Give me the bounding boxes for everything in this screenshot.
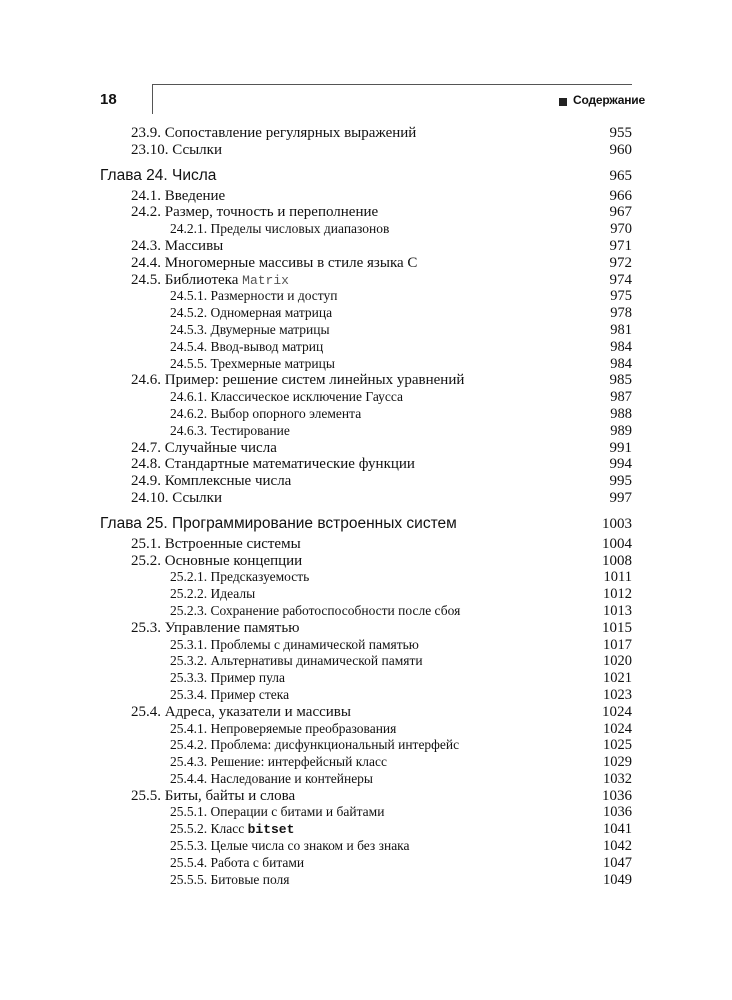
toc-entry[interactable] xyxy=(0,670,732,687)
toc-entry-title xyxy=(170,406,361,423)
toc-entry[interactable] xyxy=(0,305,732,322)
toc-entry-title xyxy=(170,653,423,670)
toc-entry[interactable] xyxy=(0,142,732,159)
toc-entry-title xyxy=(131,553,302,570)
toc-entry-title xyxy=(170,855,304,872)
toc-entry[interactable] xyxy=(0,653,732,670)
toc-entry-title xyxy=(170,754,387,771)
toc-entry-title xyxy=(170,305,332,322)
toc-entry-title xyxy=(131,456,415,473)
toc-entry-code: bitset xyxy=(247,822,295,838)
toc-entry-title-text: 25.4.4. Наследование и контейнеры xyxy=(170,770,374,786)
toc-entry-title xyxy=(170,771,373,788)
toc-entry-title xyxy=(131,272,289,290)
toc-entry[interactable] xyxy=(0,553,732,570)
toc-entry[interactable] xyxy=(0,288,732,305)
toc-entry-title-text: 24.6. Пример: решение систем линейных уравнений xyxy=(131,372,465,389)
toc-entry-page: 1020 xyxy=(603,653,632,670)
toc-entry-page: 966 xyxy=(609,187,632,204)
toc-entry-page: 995 xyxy=(609,473,632,490)
toc-entry-title-text: 24.6.1. Классическое исключение Гаусса xyxy=(170,389,404,405)
toc-entry-page: 974 xyxy=(609,271,632,288)
toc-entry-title xyxy=(170,423,290,440)
toc-entry-title-text: 25.3.4. Пример стека xyxy=(170,686,290,702)
toc-entry-page: 987 xyxy=(610,389,632,406)
toc-entry-title xyxy=(170,221,389,238)
toc-entry-title-text: Глава 25. Программирование встроенных систем xyxy=(100,514,457,532)
toc-entry-title xyxy=(170,322,330,339)
toc-entry-title-text: 25.5.3. Целые числа со знаком и без знака xyxy=(170,838,410,854)
toc-entry-page: 1021 xyxy=(603,670,632,687)
toc-entry-title xyxy=(100,164,216,188)
toc-entry[interactable] xyxy=(0,490,732,507)
toc-entry[interactable] xyxy=(0,704,732,721)
toc-entry-title xyxy=(170,804,384,821)
toc-entry-title-text: 25.3.3. Пример пула xyxy=(170,670,285,686)
toc-entry-page: 1029 xyxy=(603,754,632,771)
toc-entry[interactable] xyxy=(0,603,732,620)
toc-entry[interactable] xyxy=(0,322,732,339)
toc-entry[interactable] xyxy=(0,536,732,553)
toc-entry-title xyxy=(170,569,309,586)
toc-entry-page: 971 xyxy=(609,237,632,254)
toc-entry[interactable] xyxy=(0,737,732,754)
toc-entry-title-text: 23.10. Ссылки xyxy=(131,141,222,158)
toc-entry-page: 1013 xyxy=(603,602,632,619)
toc-entry-title-text: 24.5.2. Одномерная матрица xyxy=(170,305,333,321)
toc-entry-title-text: 24.5. Библиотека xyxy=(131,271,243,288)
page-number: 18 xyxy=(100,91,117,108)
toc-entry-title xyxy=(170,339,323,356)
toc-entry[interactable] xyxy=(0,389,732,406)
toc-entry[interactable] xyxy=(0,788,732,805)
toc-entry-title xyxy=(170,586,255,603)
toc-entry-page: 1023 xyxy=(603,686,632,703)
toc-entry-title xyxy=(170,687,289,704)
toc-entry-page: 1004 xyxy=(602,535,632,552)
toc-entry-title-text: 24.2.1. Пределы числовых диапазонов xyxy=(170,221,390,237)
toc-entry-title xyxy=(170,637,419,654)
toc-entry-title-text: 25.3.2. Альтернативы динамической памяти xyxy=(170,653,423,669)
page-header xyxy=(0,0,732,120)
toc-entry[interactable] xyxy=(0,204,732,221)
toc-entry[interactable] xyxy=(0,456,732,473)
toc-entry[interactable] xyxy=(0,637,732,654)
toc-entry-page: 1049 xyxy=(603,871,632,888)
header-horizontal-rule xyxy=(152,84,632,85)
toc-entry-page: 1011 xyxy=(603,569,632,586)
toc-entry-page: 972 xyxy=(609,254,632,271)
toc-entry-title-text: 24.5.1. Размерности и доступ xyxy=(170,288,338,304)
toc-entry[interactable] xyxy=(0,188,732,205)
toc-entry[interactable] xyxy=(0,586,732,603)
toc-entry-page: 1003 xyxy=(602,515,632,532)
toc-entry[interactable] xyxy=(0,221,732,238)
toc-entry-page: 960 xyxy=(609,141,632,158)
toc-entry-page: 1025 xyxy=(603,737,632,754)
toc-entry-title-text: 25.4.2. Проблема: дисфункциональный интерфейс xyxy=(170,737,460,753)
toc-entry[interactable] xyxy=(0,569,732,586)
toc-entry-page: 991 xyxy=(609,439,632,456)
toc-entry-title-text: Глава 24. Числа xyxy=(100,166,217,184)
toc-entry-page: 1047 xyxy=(603,854,632,871)
toc-entry-page: 1024 xyxy=(603,720,632,737)
toc-entry[interactable] xyxy=(0,406,732,423)
toc-chapter[interactable] xyxy=(0,512,732,536)
toc-entry-title-text: 24.8. Стандартные математические функции xyxy=(131,456,415,473)
toc-entry-page: 1012 xyxy=(603,586,632,603)
toc-entry-page: 1042 xyxy=(603,838,632,855)
toc-entry[interactable] xyxy=(0,125,732,142)
toc-entry[interactable] xyxy=(0,838,732,855)
toc-entry-title xyxy=(131,788,295,805)
toc-entry-title xyxy=(170,603,460,620)
toc-entry-title xyxy=(170,356,335,373)
toc-entry-title xyxy=(131,440,277,457)
toc-entry-title-text: 24.2. Размер, точность и переполнение xyxy=(131,204,379,221)
toc-entry[interactable] xyxy=(0,473,732,490)
toc-entry-page: 984 xyxy=(610,338,632,355)
toc-entry-page: 994 xyxy=(609,456,632,473)
toc-entry-title-text: 25.2. Основные концепции xyxy=(131,552,303,569)
toc-entry[interactable] xyxy=(0,721,732,738)
toc-entry[interactable] xyxy=(0,821,732,838)
toc-entry-title-text: 25.1. Встроенные системы xyxy=(131,535,301,552)
toc-entry-title xyxy=(100,512,457,536)
toc-entry[interactable] xyxy=(0,440,732,457)
toc-entry-title-text: 25.5.4. Работа с битами xyxy=(170,854,305,870)
toc-entry-title xyxy=(131,125,416,142)
toc-entry-page: 981 xyxy=(610,321,632,338)
toc-entry-title xyxy=(131,490,222,507)
toc-entry-page: 975 xyxy=(610,288,632,305)
toc-entry-title-text: 25.2.3. Сохранение работоспособности после сбоя xyxy=(170,602,461,618)
toc-entry-title-text: 25.3. Управление памятью xyxy=(131,619,300,636)
toc-entry-title xyxy=(170,721,396,738)
toc-entry-title xyxy=(170,670,285,687)
toc-entry-title xyxy=(170,838,410,855)
toc-entry-page: 989 xyxy=(610,422,632,439)
toc-entry-title xyxy=(131,372,464,389)
toc-entry[interactable] xyxy=(0,804,732,821)
toc-entry-title-text: 25.5.1. Операции с битами и байтами xyxy=(170,804,385,820)
toc-entry-title-text: 25.4. Адреса, указатели и массивы xyxy=(131,703,351,720)
toc-entry[interactable] xyxy=(0,423,732,440)
toc-entry-page: 985 xyxy=(609,372,632,389)
toc-entry-title xyxy=(170,821,294,839)
toc-entry-title-text: 24.6.2. Выбор опорного элемента xyxy=(170,405,362,421)
toc-entry-title xyxy=(131,142,222,159)
toc-entry-page: 1015 xyxy=(602,619,632,636)
toc-entry-page: 1036 xyxy=(603,804,632,821)
toc-entry-title-text: 24.10. Ссылки xyxy=(131,489,222,506)
toc-entry-page: 984 xyxy=(610,355,632,372)
toc-entry-title xyxy=(170,288,337,305)
toc-entry-title-text: 25.4.3. Решение: интерфейсный класс xyxy=(170,754,387,770)
toc-entry-page: 1041 xyxy=(603,821,632,838)
toc-entry-title xyxy=(170,389,403,406)
toc-entry-title xyxy=(170,872,290,889)
toc-entry-page: 967 xyxy=(609,204,632,221)
toc-entry-title-text: 23.9. Сопоставление регулярных выражений xyxy=(131,125,417,141)
toc-entry-page: 997 xyxy=(609,489,632,506)
toc-entry-page: 1017 xyxy=(603,636,632,653)
toc-entry-title-text: 24.5.3. Двумерные матрицы xyxy=(170,321,330,337)
toc-entry[interactable] xyxy=(0,372,732,389)
toc-entry-title xyxy=(170,737,459,754)
toc-entry-page: 1008 xyxy=(602,552,632,569)
toc-entry-page: 978 xyxy=(610,305,632,322)
toc-entry-title-text: 24.5.5. Трехмерные матрицы xyxy=(170,355,335,371)
toc-entry[interactable] xyxy=(0,754,732,771)
toc-entry-page: 970 xyxy=(610,221,632,238)
running-section-title: Содержание xyxy=(573,93,645,107)
toc-entry-title xyxy=(131,255,417,272)
square-bullet-icon xyxy=(559,98,567,106)
toc-entry-title-text: 25.5.5. Битовые поля xyxy=(170,871,290,887)
toc-entry[interactable] xyxy=(0,255,732,272)
toc-entry-title xyxy=(131,536,301,553)
header-vertical-rule xyxy=(152,84,153,114)
toc-chapter[interactable] xyxy=(0,164,732,188)
toc-entry-page: 1036 xyxy=(602,787,632,804)
toc-entry[interactable] xyxy=(0,620,732,637)
toc-entry-title-text: 24.7. Случайные числа xyxy=(131,439,277,456)
toc-entry-title-text: 24.4. Многомерные массивы в стиле языка C xyxy=(131,254,418,271)
toc-entry[interactable] xyxy=(0,238,732,255)
toc-entry-title-text: 24.5.4. Ввод-вывод матриц xyxy=(170,338,324,354)
toc-entry-page: 955 xyxy=(609,125,632,141)
toc-entry[interactable] xyxy=(0,272,732,289)
table-of-contents xyxy=(0,125,732,888)
toc-entry-title-text: 25.2.2. Идеалы xyxy=(170,586,256,602)
toc-entry[interactable] xyxy=(0,872,732,889)
toc-entry-title xyxy=(131,238,223,255)
toc-entry-title-text: 25.5. Биты, байты и слова xyxy=(131,787,296,804)
toc-entry[interactable] xyxy=(0,771,732,788)
toc-entry-title-text: 24.3. Массивы xyxy=(131,237,224,254)
toc-entry-title-text: 25.5.2. Класс xyxy=(170,821,248,837)
toc-entry-title-text: 25.3.1. Проблемы с динамической памятью xyxy=(170,636,419,652)
toc-entry-title xyxy=(131,204,378,221)
toc-entry-title-text: 25.2.1. Предсказуемость xyxy=(170,569,310,585)
toc-entry-page: 1032 xyxy=(603,770,632,787)
toc-entry[interactable] xyxy=(0,687,732,704)
toc-entry[interactable] xyxy=(0,855,732,872)
toc-entry[interactable] xyxy=(0,339,732,356)
toc-entry-page: 965 xyxy=(609,167,632,184)
toc-entry-title-text: 24.6.3. Тестирование xyxy=(170,422,290,438)
toc-entry-title-text: 24.9. Комплексные числа xyxy=(131,473,292,490)
toc-entry-page: 1024 xyxy=(602,703,632,720)
toc-entry[interactable] xyxy=(0,356,732,373)
toc-entry-title xyxy=(131,473,291,490)
toc-entry-title-text: 24.1. Введение xyxy=(131,187,226,204)
toc-entry-title xyxy=(131,704,351,721)
toc-entry-title-text: 25.4.1. Непроверяемые преобразования xyxy=(170,720,397,736)
toc-entry-page: 988 xyxy=(610,405,632,422)
toc-entry-title xyxy=(131,620,299,637)
toc-entry-title xyxy=(131,188,225,205)
toc-entry-code: Matrix xyxy=(242,272,289,288)
